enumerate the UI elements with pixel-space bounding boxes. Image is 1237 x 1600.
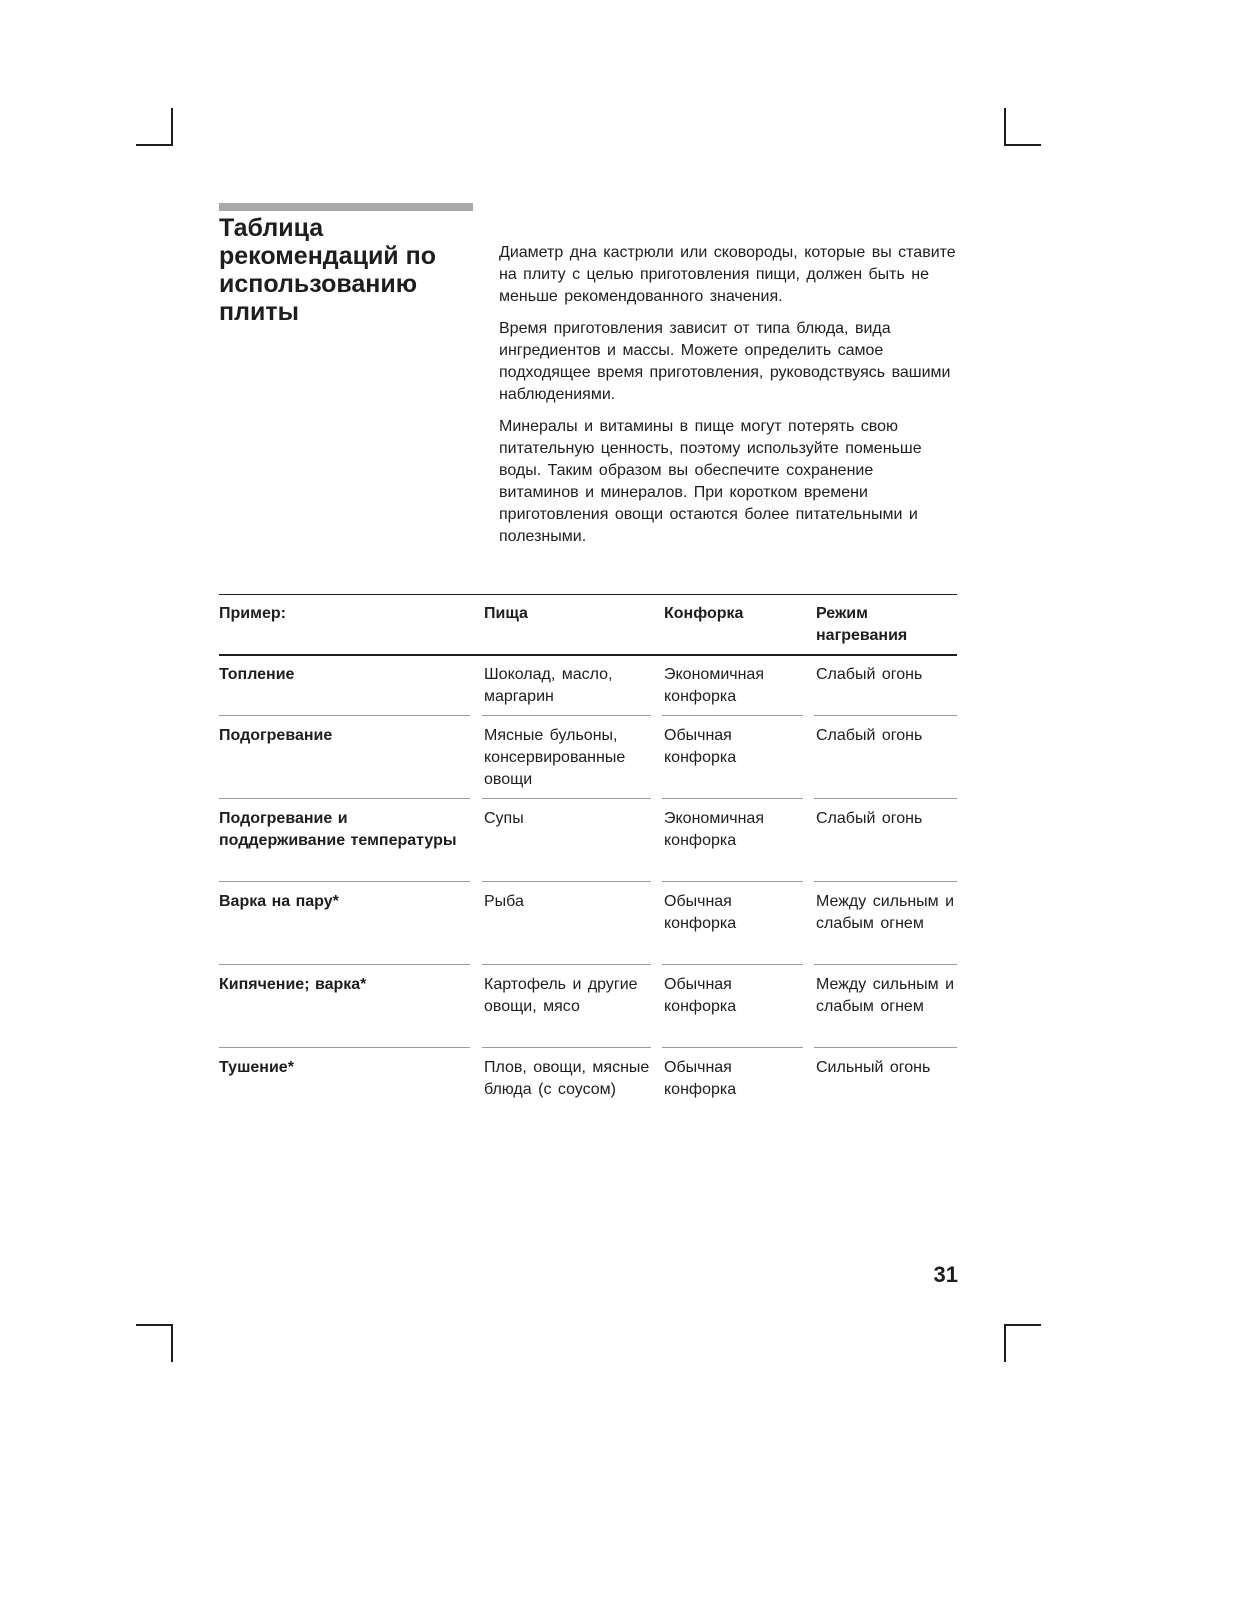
- crop-mark-bottom-left-h: [136, 1324, 173, 1326]
- table-cell-heat-mode: Между сильным и слабым огнем: [816, 976, 955, 1015]
- table-cell-food: Картофель и другие овощи, мясо: [484, 976, 638, 1015]
- table-cell-burner: Обычная конфорка: [664, 1059, 737, 1098]
- crop-mark-top-right-v: [1004, 108, 1006, 146]
- table-header-heat-mode: Режим нагревания: [816, 605, 908, 644]
- row-divider: [662, 715, 803, 716]
- section-title: Таблица рекомендаций по использованию плиты: [219, 214, 436, 326]
- intro-paragraph-1: Диаметр дна кастрюли или сковороды, которые вы ставите на плиту с целью приготовления пищи, должен быть не меньше рекомендованного значения.: [499, 244, 956, 305]
- table-cell-burner: Обычная конфорка: [664, 976, 737, 1015]
- table-cell-burner: Обычная конфорка: [664, 727, 737, 766]
- table-cell-burner: Обычная конфорка: [664, 893, 737, 932]
- row-divider: [814, 1047, 957, 1048]
- table-cell-heat-mode: Слабый огонь: [816, 727, 923, 744]
- row-divider: [482, 1047, 651, 1048]
- intro-paragraph-2: Время приготовления зависит от типа блюда, вида ингредиентов и массы. Можете определить самое подходящее время приготовления, руководствуясь вашими наблюдениями.: [499, 320, 951, 403]
- table-cell-example: Варка на пару*: [219, 893, 339, 910]
- row-divider: [219, 964, 470, 965]
- row-divider: [482, 715, 651, 716]
- table-cell-example: Кипячение; варка*: [219, 976, 367, 993]
- row-divider: [219, 881, 470, 882]
- table-cell-burner: Экономичная конфорка: [664, 810, 764, 849]
- crop-mark-bottom-right-h: [1004, 1324, 1041, 1326]
- row-divider: [219, 1047, 470, 1048]
- row-divider: [482, 881, 651, 882]
- crop-mark-top-right-h: [1004, 144, 1041, 146]
- table-cell-heat-mode: Между сильным и слабым огнем: [816, 893, 955, 932]
- table-cell-food: Плов, овощи, мясные блюда (с соусом): [484, 1059, 650, 1098]
- row-divider: [482, 964, 651, 965]
- table-cell-example: Тушение*: [219, 1059, 294, 1076]
- table-cell-example: Подогревание: [219, 727, 333, 744]
- table-cell-heat-mode: Сильный огонь: [816, 1059, 931, 1076]
- row-divider: [814, 964, 957, 965]
- table-cell-example: Подогревание и поддерживание температуры: [219, 810, 457, 849]
- intro-paragraph-3: Минералы и витамины в пище могут потерять свою питательную ценность, поэтому используйте поменьше воды. Таким образом вы обеспечите сохранение витаминов и минералов. При коротком времени приготовления овощи остаются более питательными и полезными.: [499, 418, 922, 545]
- page-number: 31: [933, 1262, 958, 1287]
- crop-mark-bottom-right-v: [1004, 1324, 1006, 1362]
- table-cell-heat-mode: Слабый огонь: [816, 666, 923, 683]
- intro-text: [499, 242, 959, 558]
- table-top-rule: [219, 594, 957, 595]
- row-divider: [814, 798, 957, 799]
- crop-mark-top-left-h: [136, 144, 173, 146]
- row-divider: [814, 881, 957, 882]
- row-divider: [219, 715, 470, 716]
- table-cell-heat-mode: Слабый огонь: [816, 810, 923, 827]
- row-divider: [662, 1047, 803, 1048]
- table-cell-food: Мясные бульоны, консервированные овощи: [484, 727, 626, 788]
- row-divider: [482, 798, 651, 799]
- table-cell-food: Рыба: [484, 893, 524, 910]
- crop-mark-bottom-left-v: [171, 1324, 173, 1362]
- table-cell-food: Шоколад, масло, маргарин: [484, 666, 613, 705]
- row-divider: [662, 964, 803, 965]
- row-divider: [814, 715, 957, 716]
- table-cell-example: Топление: [219, 666, 295, 683]
- title-accent-bar: [219, 203, 473, 211]
- crop-mark-top-left-v: [171, 108, 173, 146]
- table-header-burner: Конфорка: [664, 605, 744, 622]
- row-divider: [219, 798, 470, 799]
- table-cell-burner: Экономичная конфорка: [664, 666, 764, 705]
- row-divider: [662, 881, 803, 882]
- table-cell-food: Супы: [484, 810, 524, 827]
- table-header-rule: [219, 654, 957, 656]
- table-header-food: Пища: [484, 605, 528, 622]
- row-divider: [662, 798, 803, 799]
- table-header-example: Пример:: [219, 605, 286, 622]
